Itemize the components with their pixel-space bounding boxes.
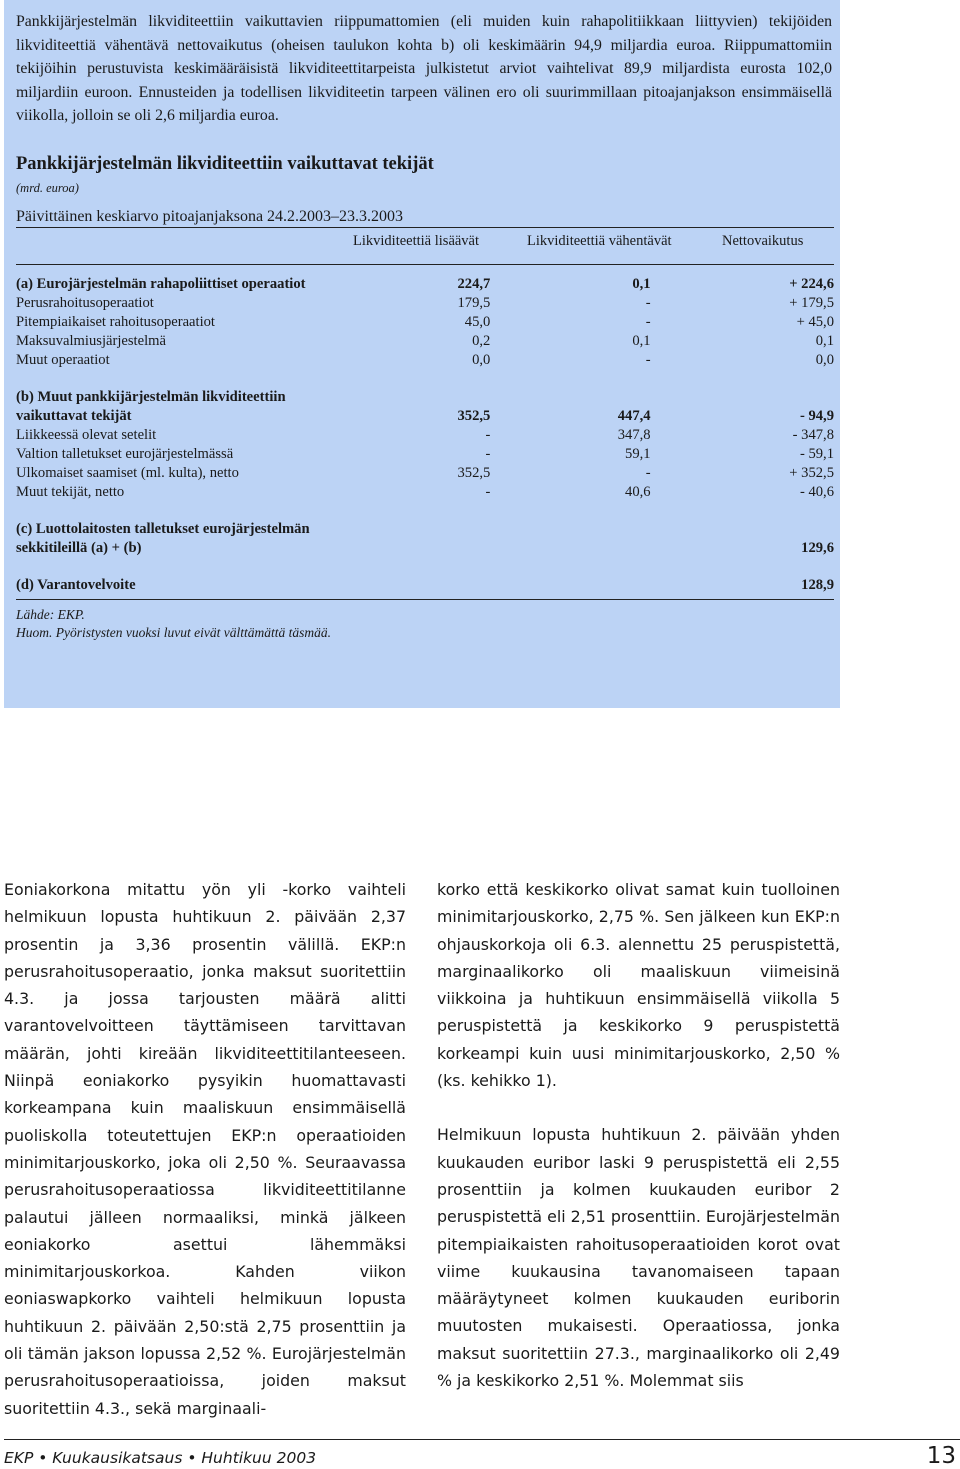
table-row <box>16 426 834 445</box>
value-net: 0,1 <box>815 332 834 349</box>
table-row <box>16 464 834 483</box>
value-decreasing: 59,1 <box>625 445 651 462</box>
value-decreasing: - <box>645 313 651 330</box>
table-notes <box>16 606 832 642</box>
value-increasing: 352,5 <box>457 407 491 424</box>
value-net: 0,0 <box>815 351 834 368</box>
body-paragraph: Helmikuun lopusta huhtikuun 2. päivään yhden kuukauden euribor laski 9 peruspistettä eli 2,55 prosenttiin ja kolmen kuukauden euribor 2 peruspistettä eli 2,51 prosenttiin. Eurojärjestelmän pitempiaikaisten rahoitusoperaatioiden korot ovat viime kuukausina tavanomaiseen tapaan määräytyneet kolmen kuukauden euriborin muutosten mukaisesti. Operaatiossa, jonka maksut suoritettiin 27.3., marginaalikorko oli 2,49 % ja keskikorko 2,51 %. Molemmat siis <box>437 1125 840 1391</box>
body-column-left <box>4 876 406 1422</box>
value-decreasing: - <box>645 464 651 481</box>
table-row <box>16 313 834 332</box>
page-footer <box>4 1439 960 1467</box>
spacer-cell <box>16 370 834 388</box>
row-label: Pitempiaikaiset rahoitusoperaatiot <box>16 313 215 330</box>
table-row <box>16 576 834 595</box>
table-row <box>16 351 834 370</box>
table-row <box>16 275 834 294</box>
table-row <box>16 407 834 426</box>
liquidity-table <box>16 275 834 595</box>
value-decreasing: - <box>645 351 651 368</box>
page-number: 13 <box>926 1443 956 1469</box>
body-paragraph: korko että keskikorko olivat samat kuin tuolloinen minimitarjouskorko, 2,75 %. Sen jälkeen kun EKP:n ohjauskorkoja oli 6.3. alennettu 25 peruspistettä, marginaalikorko oli maaliskuun viimeisinä viikkoina ja huhtikuun ensimmäisellä viikolla 5 peruspistettä ja keskikorko 9 peruspistettä korkeampi kuin uusi minimitarjouskorko, 2,50 % (ks. kehikko 1). <box>437 880 840 1091</box>
table-period: Päivittäinen keskiarvo pitoajanjaksona 24.2.2003–23.3.2003 <box>16 207 404 225</box>
row-label: Perusrahoitusoperaatiot <box>16 294 154 311</box>
body-column-right <box>437 876 840 1394</box>
value-decreasing: 0,1 <box>632 275 651 292</box>
table-row <box>16 445 834 464</box>
value-net: - 347,8 <box>792 426 834 443</box>
value-increasing: 0,0 <box>472 351 491 368</box>
value-increasing: 0,2 <box>472 332 491 349</box>
value-decreasing <box>490 520 650 539</box>
table-source: Lähde: EKP. <box>16 606 85 622</box>
info-box <box>4 0 840 708</box>
value-decreasing: 40,6 <box>625 483 651 500</box>
value-net: - 59,1 <box>799 445 834 462</box>
value-net: + 45,0 <box>796 313 834 330</box>
table-row <box>16 332 834 351</box>
value-increasing: - <box>485 483 491 500</box>
publication-name: EKP • Kuukausikatsaus • Huhtikuu 2003 <box>4 1449 317 1467</box>
footer-rule <box>4 1439 960 1440</box>
row-label: Muut operaatiot <box>16 351 110 368</box>
value-increasing <box>438 539 491 558</box>
value-net: - 94,9 <box>799 407 834 424</box>
header-decreasing: Likviditeettiä vähentävät <box>527 232 672 249</box>
row-label: Maksuvalmiusjärjestelmä <box>16 332 166 349</box>
table-row <box>16 539 834 558</box>
value-net <box>651 520 834 539</box>
row-label: vaikuttavat tekijät <box>16 407 132 424</box>
value-increasing: 45,0 <box>464 313 491 330</box>
table-header <box>16 228 832 264</box>
row-label: (c) Luottolaitosten talletukset eurojärjestelmän <box>16 520 310 537</box>
header-increasing: Likviditeettiä lisäävät <box>353 232 480 249</box>
intro-paragraph: Pankkijärjestelmän likviditeettiin vaikuttavien riippumattomien (eli muiden kuin rahapolitiikkaan liittyvien) tekijöiden likviditeettiä vähentävä nettovaikutus (oheisen taulukon kohta b) oli keskimäärin 94,9 miljardia euroa. Riippumattomiin tekijöihin perustuvista keskimääräisistä likviditeettitarpeista julkistetut arviot vaihtelivat 89,9 miljardista eurosta 102,0 miljardiin euroon. Ennusteiden ja todellisen likviditeetin tarpeen välinen ero oli suurimmillaan pitoajanjakson ensimmäisellä viikolla, jolloin se oli 2,6 miljardia euroa. <box>16 13 832 125</box>
table-body <box>16 275 834 595</box>
row-label: (d) Varantovelvoite <box>16 576 136 593</box>
table-header-rule <box>16 264 834 265</box>
value-net: + 352,5 <box>789 464 834 481</box>
table-spacer-row <box>16 502 834 520</box>
value-net: 129,6 <box>801 539 834 556</box>
row-label: Valtion talletukset eurojärjestelmässä <box>16 445 234 462</box>
value-increasing: - <box>485 426 491 443</box>
value-net: 128,9 <box>801 576 834 593</box>
table-unit: (mrd. euroa) <box>16 180 79 195</box>
value-decreasing <box>490 388 650 407</box>
row-label: Liikkeessä olevat setelit <box>16 426 157 443</box>
value-increasing: 224,7 <box>457 275 491 292</box>
row-label: Muut tekijät, netto <box>16 483 125 500</box>
value-decreasing <box>490 539 650 558</box>
table-spacer-row <box>16 370 834 388</box>
value-decreasing: 0,1 <box>632 332 651 349</box>
table-row <box>16 388 834 407</box>
table-row <box>16 294 834 313</box>
table-bottom-rule <box>16 599 834 600</box>
value-increasing <box>438 576 491 595</box>
header-net: Nettovaikutus <box>722 232 804 249</box>
value-increasing <box>438 520 491 539</box>
table-note: Huom. Pyöristysten vuoksi luvut eivät välttämättä täsmää. <box>16 624 331 640</box>
value-net: + 224,6 <box>789 275 834 292</box>
value-net <box>651 388 834 407</box>
value-increasing: - <box>485 445 491 462</box>
table-title: Pankkijärjestelmän likviditeettiin vaikuttavat tekijät <box>16 153 434 174</box>
table-spacer-row <box>16 558 834 576</box>
value-decreasing: 447,4 <box>617 407 651 424</box>
body-paragraph: Eoniakorkona mitattu yön yli -korko vaihteli helmikuun lopusta huhtikuun 2. päivään 2,37 prosentin ja 3,36 prosentin välillä. EKP:n perusrahoitusoperaatio, jonka maksut suoritettiin 4.3. ja jossa tarjousten määrä alitti varantovelvoitteen täyttämiseen tarvittavan määrän, johti kireään likviditeettitilanteeseen. Niinpä eoniakorko pysyikin huomattavasti korkeampana kuin maaliskuun ensimmäisellä puoliskolla toteutettujen EKP:n operaatioiden minimitarjouskorko, joka oli 2,50 %. Seuraavassa perusrahoitusoperaatiossa likviditeettitilanne palautui jälleen normaaliksi, minkä jälkeen eoniakorko asettui lähemmäksi minimitarjouskorkoa. Kahden viikon eoniaswapkorko vaihteli helmikuun lopusta huhtikuun 2. päivään 2,50:stä 2,75 prosenttiin ja oli tämän jakson lopussa 2,52 %. Eurojärjestelmän perusrahoitusoperaatioissa, joiden maksut suoritettiin 4.3., sekä marginaali- <box>4 880 406 1418</box>
row-label: Ulkomaiset saamiset (ml. kulta), netto <box>16 464 239 481</box>
row-label: sekkitileillä (a) + (b) <box>16 539 142 556</box>
row-label: (a) Eurojärjestelmän rahapoliittiset operaatiot <box>16 275 306 292</box>
value-decreasing: - <box>645 294 651 311</box>
table-row <box>16 483 834 502</box>
value-increasing: 179,5 <box>457 294 491 311</box>
value-decreasing: 347,8 <box>617 426 651 443</box>
value-increasing <box>438 388 491 407</box>
spacer-cell <box>16 502 834 520</box>
value-increasing: 352,5 <box>457 464 491 481</box>
spacer-cell <box>16 558 834 576</box>
value-decreasing <box>490 576 650 595</box>
table-row <box>16 520 834 539</box>
row-label: (b) Muut pankkijärjestelmän likviditeettiin <box>16 388 286 405</box>
value-net: - 40,6 <box>799 483 834 500</box>
value-net: + 179,5 <box>789 294 834 311</box>
